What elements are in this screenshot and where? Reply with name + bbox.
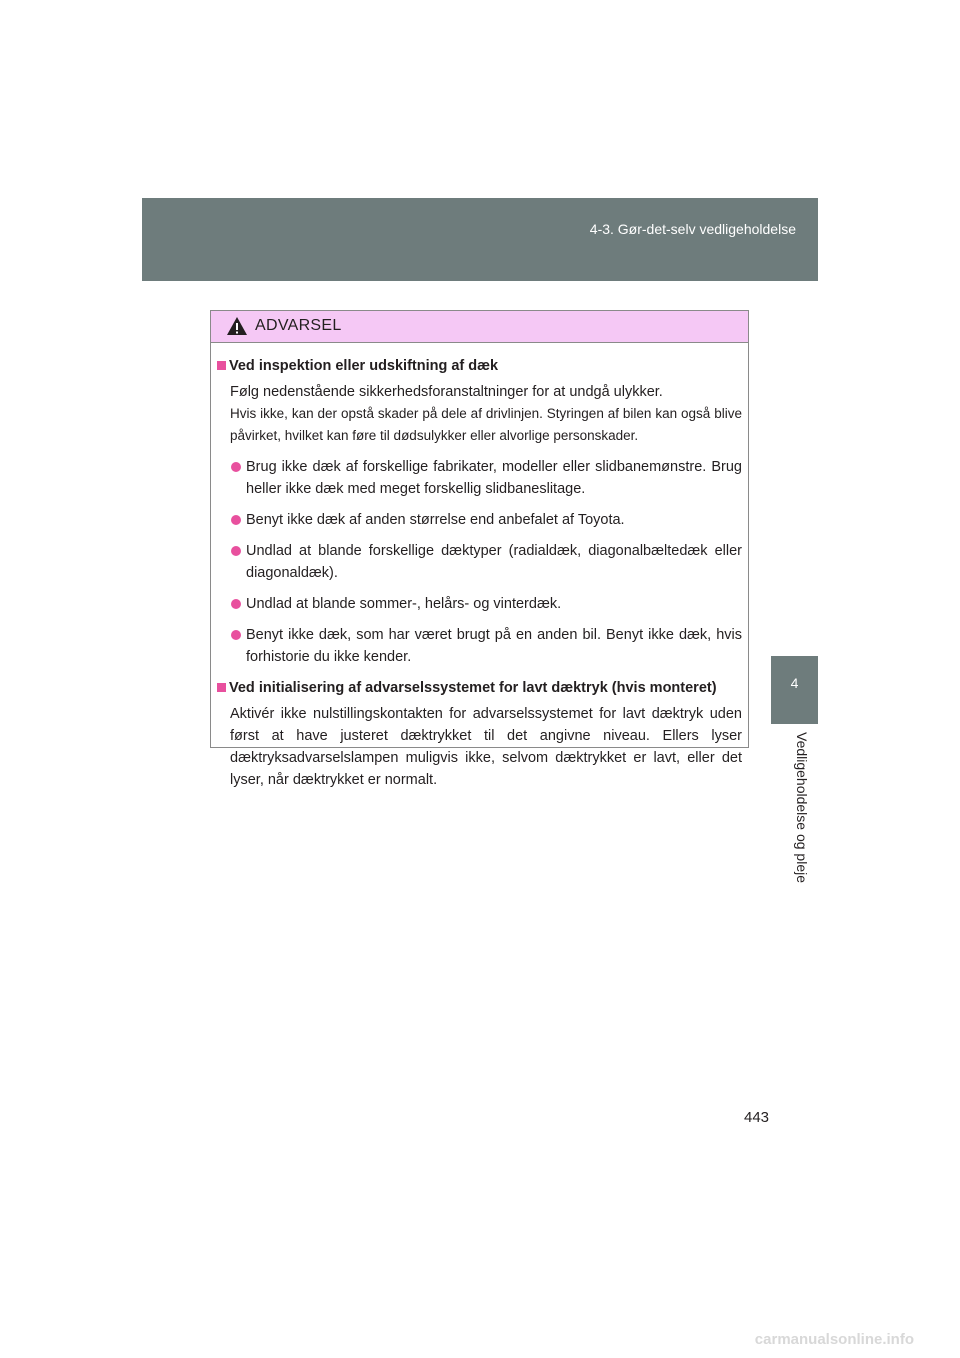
warning-body bbox=[211, 343, 748, 791]
warning-title: ADVARSEL bbox=[255, 317, 342, 334]
page-number: 443 bbox=[744, 1109, 770, 1126]
square-bullet-icon bbox=[217, 361, 226, 370]
chapter-label: Vedligeholdelse og pleje bbox=[794, 732, 810, 884]
round-bullet-icon bbox=[231, 515, 241, 525]
section-heading bbox=[217, 355, 742, 377]
list-item-text: Brug ikke dæk af forskellige fabrikater, modeller eller slidbanemønstre. Brug heller ikke dæk med meget forskellig slidbaneslitage. bbox=[246, 459, 742, 497]
warning-box bbox=[210, 310, 749, 788]
list-item-text: Undlad at blande forskellige dæktyper (radialdæk, diagonalbæltedæk eller diagonaldæk). bbox=[246, 543, 742, 581]
section-heading bbox=[217, 677, 742, 699]
list-item bbox=[217, 509, 742, 531]
list-item-text: Benyt ikke dæk af anden størrelse end anbefalet af Toyota. bbox=[246, 512, 625, 528]
section-heading-text: Ved inspektion eller udskiftning af dæk bbox=[229, 358, 499, 374]
round-bullet-icon bbox=[231, 462, 241, 472]
list-item bbox=[217, 456, 742, 500]
list-item-text: Benyt ikke dæk, som har været brugt på en anden bil. Benyt ikke dæk, hvis forhistorie du ikke kender. bbox=[246, 627, 742, 665]
chapter-tab[interactable] bbox=[771, 656, 818, 724]
header-band bbox=[142, 198, 818, 281]
footer-watermark: carmanualsonline.info bbox=[754, 1331, 914, 1348]
list-item bbox=[217, 593, 742, 615]
round-bullet-icon bbox=[231, 546, 241, 556]
round-bullet-icon bbox=[231, 599, 241, 609]
section-note: Hvis ikke, kan der opstå skader på dele af drivlinjen. Styringen af bilen kan også blive påvirket, hvilket kan føre til dødsulykker eller alvorlige personskader. bbox=[230, 406, 742, 443]
warning-header bbox=[211, 311, 748, 343]
list-item bbox=[217, 624, 742, 668]
list-item-text: Undlad at blande sommer-, helårs- og vinterdæk. bbox=[246, 596, 562, 612]
warning-triangle-icon bbox=[226, 316, 248, 336]
square-bullet-icon bbox=[217, 683, 226, 692]
list-item bbox=[217, 540, 742, 584]
section-intro: Følg nedenstående sikkerhedsforanstaltninger for at undgå ulykker. bbox=[230, 384, 663, 400]
section-title: 4-3. Gør-det-selv vedligeholdelse bbox=[589, 221, 796, 237]
section-body: Aktivér ikke nulstillingskontakten for advarselssystemet for lavt dæktryk uden først at have justeret dæktrykket til det angivne niveau. Ellers lyser dæktryksadvarselslampen muligvis ikke, selvom dæktrykket er lavt, eller det lyser, når dæktrykket er normalt. bbox=[230, 706, 742, 788]
round-bullet-icon bbox=[231, 630, 241, 640]
section-heading-text: Ved initialisering af advarselssystemet for lavt dæktryk (hvis monteret) bbox=[229, 680, 717, 696]
chapter-number: 4 bbox=[790, 675, 799, 691]
